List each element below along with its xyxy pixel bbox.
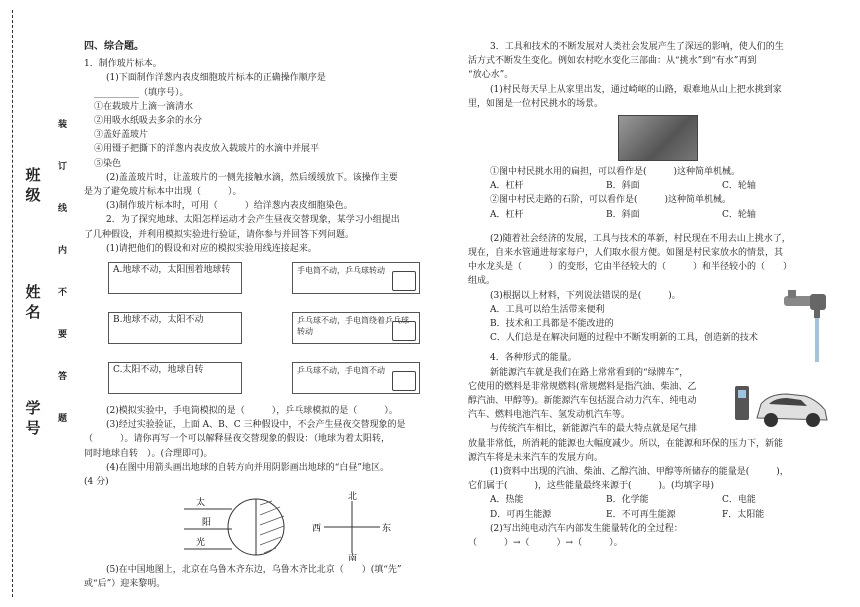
q2-p3-cont: （ ）。请你再写一个可以解释昼夜交替现象的假设：（地球为着太阳转， (84, 434, 391, 445)
q3-sub2: ②图中村民走路的石阶，可以看作是( )这种简单机械。 (490, 195, 732, 206)
q3-p2: (2)随着社会经济的发展，工具与技术的革新，村民现在不用去山上挑水了， (490, 233, 791, 244)
hypothesis-a-box[interactable]: A.地球不动，太阳围着地球转 (108, 262, 242, 294)
option-c[interactable]: C．电能 (722, 495, 756, 506)
binding-char: 不 (58, 288, 68, 298)
binding-char: 订 (58, 162, 68, 172)
section-title: 四、综合题。 (84, 41, 144, 52)
night-hatching (260, 501, 284, 553)
q3-intro-cont: 活方式不断发生变化。例如农村吃水变化三部曲：从“挑水”到“有水”再到 (468, 56, 757, 67)
class-field-label: 班 级 (25, 166, 41, 204)
option-e[interactable]: E．不可再生能源 (606, 509, 676, 520)
q3-p2-cont2: 中水龙头是（ ）的变形，它由半径较大的（ ）和半径较小的（ ） (468, 262, 793, 273)
left-column (84, 40, 442, 592)
option-f[interactable]: F．太阳能 (722, 509, 765, 520)
student-id-field-label: 学 号 (25, 399, 41, 437)
compass-north: 北 (348, 492, 358, 503)
flashlight-ball-icon (392, 271, 416, 291)
q4-para2-line: 放量非常低，所消耗的能源也大幅度减少。所以，在能源和环保的压力下，新能 (468, 438, 784, 449)
option-b[interactable]: B．斜面 (606, 209, 640, 220)
q2-p5-cont: 或“后”）迎来黎明。 (84, 579, 166, 590)
q2-p4-points: (4 分) (84, 477, 109, 488)
q2-p5: (5)在中国地图上，北京在乌鲁木齐东边，乌鲁木齐比北京（ ）(填“先” (106, 565, 402, 576)
q2-intro: 2．为了探究地球、太阳怎样运动才会产生昼夜交替现象，某学习小组提出 (106, 215, 400, 226)
option-c[interactable]: C．轮轴 (722, 209, 756, 220)
earth-diagram-svg (84, 491, 442, 561)
q4-para2-line: 源汽车将是未来汽车的发展方向。 (468, 452, 604, 463)
sun-label-char: 阳 (202, 518, 212, 529)
q4-options-row1 (468, 493, 838, 507)
q3-intro: 3．工具和技术的不断发展对人类社会发展产生了深远的影响，使人们的生 (490, 42, 784, 52)
q2-p4: (4)在图中用箭头画出地球的自转方向并用阴影画出地球的“白昼”地区。 (106, 462, 389, 473)
binding-warning-text (58, 120, 68, 456)
q1-p2: (2)盖盖玻片时，让盖玻片的一侧先接触水滴，然后缓缓放下。该操作主要 (106, 172, 398, 183)
q2-p3: (3)经过实验验证，上面 A、B、C 三种假设中，不会产生昼夜交替现象的是 (106, 420, 406, 431)
q2-intro-cont: 了几种假设，并利用模拟实验进行验证，请你参与并回答下列问题。 (84, 229, 355, 240)
q3-sub1: ①图中村民挑水用的扁担，可以看作是( )这种简单机械。 (490, 167, 741, 178)
electric-car-icon (735, 378, 833, 436)
q3-intro-cont2: “放心水”。 (468, 70, 514, 81)
flashlight-ball-icon (392, 371, 416, 391)
q4-p2-chain: （ ）→（ ）→（ ）。 (468, 538, 623, 549)
q3-p3-option-b[interactable]: B．技术和工具都是不能改进的 (490, 319, 614, 330)
compass-south: 南 (348, 554, 358, 562)
experiment-box-2[interactable]: 乒乓球不动，手电筒绕着乒乓球转动 (292, 312, 420, 344)
option-a[interactable]: A．杠杆 (490, 181, 524, 192)
q4-p2: (2)写出纯电动汽车内部发生能量转化的全过程： (490, 523, 683, 534)
q4-p1-cont: 它们属于( )，这些能量最终来源于( )。(均填字母) (468, 481, 715, 492)
q2-p3-cont2: 同时地球自转 ）。(合理即可)。 (84, 448, 213, 459)
binding-dashed-line (12, 10, 13, 597)
option-b[interactable]: B．斜面 (606, 181, 640, 192)
earth-sunlight-diagram (84, 491, 442, 561)
villager-carrying-water-photo (618, 115, 698, 161)
option-b[interactable]: B．化学能 (606, 495, 649, 506)
hypothesis-experiment-matching (84, 260, 442, 398)
name-field-label: 姓 名 (25, 283, 41, 321)
q3-p1: (1)村民每天早上从家里出发，通过崎岖的山路，艰难地从山上把水挑到家 (490, 84, 782, 95)
option-c[interactable]: C．轮轴 (722, 181, 756, 192)
q3-sub2-options (468, 208, 838, 222)
q4-para1-line: 它使用的燃料是非常规燃料(常规燃料是指汽油、柴油、乙 (468, 381, 697, 392)
q3-p1-cont: 里，如图是一位村民挑水的场景。 (468, 98, 604, 109)
q4-para2: 与传统汽车相比，新能源汽车的最大特点就是尾气排 (490, 424, 698, 435)
q4-para1-line: 汽车、燃料电池汽车、氢发动机汽车等。 (468, 410, 631, 421)
q1-step: ①在载玻片上滴一滴清水 (94, 101, 194, 112)
q1-p1-blank: __________（填序号）。 (94, 87, 189, 98)
binding-char: 题 (58, 414, 68, 424)
q1-p3: (3)制作玻片标本时，可用（ ）给洋葱内表皮细胞染色。 (106, 201, 353, 212)
binding-char: 装 (58, 120, 68, 130)
q3-p3: (3)根据以上材料，下列说法错误的是( )。 (490, 290, 681, 301)
binding-margin (0, 0, 70, 607)
option-a[interactable]: A．杠杆 (490, 209, 524, 220)
q4-p1: (1)资料中出现的汽油、柴油、乙醇汽油、甲醇等所储存的能量是( )， (490, 467, 789, 478)
experiment-box-1[interactable]: 手电筒不动，乒乓球转动 (292, 262, 420, 294)
binding-char: 答 (58, 372, 68, 382)
binding-char: 内 (58, 246, 68, 256)
option-d[interactable]: D．可再生能源 (490, 509, 552, 520)
sun-label-char: 太 (196, 498, 206, 509)
q1-p1: (1)下面制作洋葱内表皮细胞玻片标本的正确操作顺序是 (106, 73, 326, 84)
q3-p3-option-a[interactable]: A．工具可以给生活带来便利 (490, 304, 605, 315)
option-a[interactable]: A．热能 (490, 495, 524, 506)
q1-step: ④用镊子把撕下的洋葱内表皮放入载玻片的水滴中并展平 (94, 144, 320, 155)
hypothesis-c-box[interactable]: C.太阳不动，地球自转 (108, 362, 242, 394)
binding-char: 要 (58, 330, 68, 340)
q4-title: 4．各种形式的能量。 (490, 353, 577, 364)
sun-label-char: 光 (196, 538, 206, 549)
flashlight-ball-icon (392, 321, 416, 341)
water-tap-icon (780, 286, 832, 366)
q1-p2-cont: 是为了避免玻片标本中出现（ ）。 (84, 187, 242, 198)
q3-p2-cont3: 组成。 (468, 276, 496, 287)
q1-step: ②用吸水纸吸去多余的水分 (94, 116, 203, 127)
q4-para1-line: 醇汽油、甲醇等)。新能源汽车包括混合动力汽车、纯电动 (468, 396, 697, 407)
q4-options-row2 (468, 508, 838, 522)
q1-step: ③盖好盖玻片 (94, 130, 149, 141)
binding-char: 线 (58, 204, 68, 214)
compass-west: 西 (312, 524, 322, 535)
q3-p2-cont: 现在，自来水管通进每家每户，人们取水很方便。如图是村民家放水的情景，其 (468, 248, 784, 259)
q3-sub1-options (468, 179, 838, 193)
q3-p3-option-c[interactable]: C．人们总是在解决问题的过程中不断发明新的工具，创造新的技术 (490, 333, 758, 344)
q4-para1: 新能源汽车就是我们在路上常常看到的“绿牌车”， (490, 367, 689, 378)
hypothesis-b-box[interactable]: B.地球不动，太阳不动 (108, 312, 242, 344)
q2-p2: (2)模拟实验中，手电筒模拟的是（ ），乒乓球模拟的是（ ）。 (106, 406, 398, 417)
q1-step: ⑤染色 (94, 158, 122, 169)
q2-p1: (1)请把他们的假设和对应的模拟实验用线连接起来。 (106, 243, 317, 254)
compass-east: 东 (382, 524, 392, 535)
experiment-box-3[interactable]: 乒乓球不动，手电筒不动 (292, 362, 420, 394)
q1-title: 1．制作玻片标本。 (84, 59, 162, 70)
